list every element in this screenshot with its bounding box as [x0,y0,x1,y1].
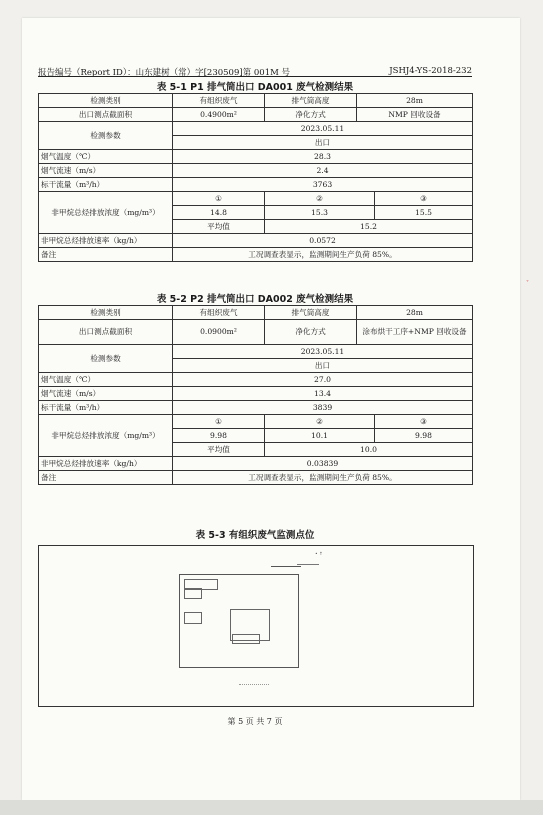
table-cell: 标干流量（m³/h） [39,401,173,415]
table-cell: 14.8 [173,206,265,220]
table-cell: 工况调查表显示，监测期间生产负荷 85%。 [173,248,473,262]
edge-mark: ˅ [526,280,529,287]
table-row [39,94,473,108]
report-id: 报告编号（Report ID）：山东建树（常）字[230509]第 001M 号 [38,68,291,78]
page-footer: 第 5 页 共 7 页 [227,717,283,726]
table-cell: 非甲烷总烃排放速率（kg/h） [39,234,173,248]
table-cell: 2023.05.11 [173,345,473,359]
table-cell: 非甲烷总烃排放浓度（mg/m³） [39,415,173,457]
figure-caption-line [239,684,269,685]
table-cell: 烟气温度（℃） [39,150,173,164]
table-row [39,306,473,320]
table-cell: 0.4900m² [173,108,265,122]
table-cell: 平均值 [173,220,265,234]
table-row [39,234,473,248]
table-cell: 排气筒高度 [265,94,357,108]
table-cell: ③ [375,192,473,206]
table-cell: 非甲烷总烃排放浓度（mg/m³） [39,192,173,234]
table-cell: 备注 [39,471,173,485]
table-cell: 烟气流速（m/s） [39,164,173,178]
table-cell: 检测类别 [39,94,173,108]
table-cell: 有组织废气 [173,94,265,108]
table-cell: 15.3 [265,206,375,220]
table-cell: 排气筒高度 [265,306,357,320]
north-arrow-icon: • ↑ [315,552,323,557]
table-row [39,164,473,178]
table-cell: 非甲烷总烃排放速率（kg/h） [39,457,173,471]
table-row [39,122,473,136]
header-divider [38,76,472,77]
table-cell: 13.4 [173,387,473,401]
table-cell: 标干流量（m³/h） [39,178,173,192]
site-line [271,566,301,567]
table-cell: ② [265,415,375,429]
table-cell: 9.98 [375,429,473,443]
table-cell: NMP 回收设备 [357,108,473,122]
table2-caption: 表 5-2 P2 排气筒出口 DA002 废气检测结果 [156,294,354,305]
table-cell: 0.0572 [173,234,473,248]
table-cell: 出口测点截面积 [39,108,173,122]
table-cell: 10.1 [265,429,375,443]
table-cell: ② [265,192,375,206]
table-row [39,320,473,345]
table-row [39,192,473,206]
table2 [38,305,473,485]
table1 [38,93,473,262]
table-row [39,108,473,122]
table-cell: ③ [375,415,473,429]
table-row [39,457,473,471]
table-cell: 出口 [173,359,473,373]
table-row [39,178,473,192]
table-cell: 0.03839 [173,457,473,471]
table-cell: 15.2 [265,220,473,234]
table3-caption: 表 5-3 有组织废气监测点位 [195,530,315,541]
table-cell: 烟气温度（℃） [39,373,173,387]
table-cell: 28m [357,94,473,108]
table-row [39,387,473,401]
table-row [39,150,473,164]
table-cell: 15.5 [375,206,473,220]
table-cell: 涂布烘干工序+NMP 回收设备 [357,320,473,345]
table-row [39,373,473,387]
table-cell: 0.0900m² [173,320,265,345]
table-cell: 烟气流速（m/s） [39,387,173,401]
scan-bottom-edge [0,800,543,815]
table-cell: 3839 [173,401,473,415]
table-cell: ① [173,192,265,206]
building-block [184,612,202,624]
table-cell: 2023.05.11 [173,122,473,136]
table-row [39,401,473,415]
table-cell: 3763 [173,178,473,192]
table-row [39,415,473,429]
table-cell: ① [173,415,265,429]
table1-caption: 表 5-1 P1 排气筒出口 DA001 废气检测结果 [156,82,354,93]
table-cell: 工况调查表显示，监测期间生产负荷 85%。 [173,471,473,485]
table-cell: 2.4 [173,164,473,178]
table-cell: 28m [357,306,473,320]
table-cell: 检测类别 [39,306,173,320]
table-cell: 有组织废气 [173,306,265,320]
table-row [39,345,473,359]
table-cell: 28.3 [173,150,473,164]
table-cell: 出口测点截面积 [39,320,173,345]
table-cell: 平均值 [173,443,265,457]
table-row [39,248,473,262]
table-cell: 检测参数 [39,122,173,150]
table-cell: 27.0 [173,373,473,387]
table-row [39,471,473,485]
building-block [232,634,260,644]
table-cell: 出口 [173,136,473,150]
table-cell: 备注 [39,248,173,262]
building-block [184,588,202,599]
monitoring-point-figure [38,545,474,707]
report-code: JSHJ4-YS-2018-232 [389,66,472,76]
table-cell: 9.98 [173,429,265,443]
table-cell: 检测参数 [39,345,173,373]
table-cell: 净化方式 [265,320,357,345]
table-cell: 10.0 [265,443,473,457]
site-line [297,564,319,565]
table-cell: 净化方式 [265,108,357,122]
